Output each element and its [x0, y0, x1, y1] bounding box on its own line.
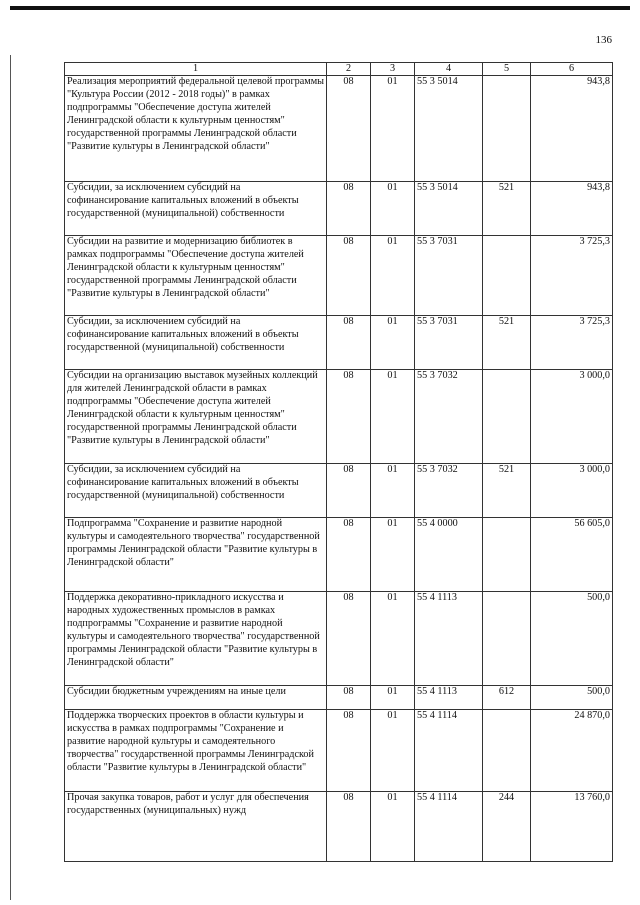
row-target-code: 55 3 7031 [415, 316, 483, 370]
row-expense-type [483, 236, 531, 316]
row-name: Субсидии, за исключением субсидий на софинансирование капитальных вложений в объекты государственной (муниципальной) собственности [65, 316, 327, 370]
row-subsection: 01 [371, 316, 415, 370]
row-name: Прочая закупка товаров, работ и услуг для обеспечения государственных (муниципальных) нужд [65, 792, 327, 862]
row-amount: 56 605,0 [531, 518, 613, 592]
row-target-code: 55 4 1113 [415, 686, 483, 710]
row-amount: 500,0 [531, 686, 613, 710]
row-name: Субсидии на организацию выставок музейных коллекций для жителей Ленинградской области в рамках подпрограммы "Обеспечение доступа жителей Ленинградской области к культурным ценностям" государственной программы Ленинградской области "Развитие культуры в Ленинградской области" [65, 370, 327, 464]
row-target-code: 55 3 7032 [415, 464, 483, 518]
table-row [65, 686, 613, 710]
row-section: 08 [327, 686, 371, 710]
row-target-code: 55 3 5014 [415, 182, 483, 236]
row-target-code: 55 3 7031 [415, 236, 483, 316]
row-amount: 943,8 [531, 182, 613, 236]
row-name: Субсидии, за исключением субсидий на софинансирование капитальных вложений в объекты государственной (муниципальной) собственности [65, 182, 327, 236]
row-expense-type [483, 370, 531, 464]
row-expense-type: 521 [483, 464, 531, 518]
top-rule [10, 6, 630, 10]
row-target-code: 55 4 1113 [415, 592, 483, 686]
table-row [65, 710, 613, 792]
row-amount: 13 760,0 [531, 792, 613, 862]
row-section: 08 [327, 592, 371, 686]
row-expense-type [483, 592, 531, 686]
row-name: Субсидии бюджетным учреждениям на иные цели [65, 686, 327, 710]
row-expense-type: 612 [483, 686, 531, 710]
row-subsection: 01 [371, 592, 415, 686]
row-section: 08 [327, 518, 371, 592]
row-amount: 3 000,0 [531, 464, 613, 518]
row-section: 08 [327, 316, 371, 370]
row-amount: 500,0 [531, 592, 613, 686]
row-section: 08 [327, 236, 371, 316]
row-amount: 24 870,0 [531, 710, 613, 792]
row-subsection: 01 [371, 464, 415, 518]
table-row [65, 518, 613, 592]
column-header: 6 [531, 63, 613, 76]
row-section: 08 [327, 182, 371, 236]
table-row [65, 236, 613, 316]
table-row [65, 182, 613, 236]
row-expense-type [483, 76, 531, 182]
row-subsection: 01 [371, 370, 415, 464]
row-target-code: 55 4 1114 [415, 710, 483, 792]
row-subsection: 01 [371, 236, 415, 316]
row-section: 08 [327, 464, 371, 518]
row-section: 08 [327, 370, 371, 464]
row-subsection: 01 [371, 182, 415, 236]
row-target-code: 55 3 5014 [415, 76, 483, 182]
row-name: Субсидии на развитие и модернизацию библиотек в рамках подпрограммы "Обеспечение доступа жителей Ленинградской области к культурным ценностям" государственной программы Ленинградской области "Развитие культуры в Ленинградской области" [65, 236, 327, 316]
left-margin-rule [10, 55, 11, 900]
row-target-code: 55 3 7032 [415, 370, 483, 464]
column-header: 4 [415, 63, 483, 76]
row-amount: 3 725,3 [531, 316, 613, 370]
row-section: 08 [327, 710, 371, 792]
table-row [65, 76, 613, 182]
row-section: 08 [327, 792, 371, 862]
header-row [65, 63, 613, 76]
row-subsection: 01 [371, 76, 415, 182]
page-number: 136 [595, 34, 612, 46]
row-name: Поддержка творческих проектов в области культуры и искусства в рамках подпрограммы "Сохранение и развитие народной культуры и самодеятельного творчества" государственной программы Ленинградской области "Развитие культуры в Ленинградской области" [65, 710, 327, 792]
table-row [65, 792, 613, 862]
row-expense-type: 521 [483, 182, 531, 236]
row-section: 08 [327, 76, 371, 182]
row-name: Субсидии, за исключением субсидий на софинансирование капитальных вложений в объекты государственной (муниципальной) собственности [65, 464, 327, 518]
row-subsection: 01 [371, 710, 415, 792]
table-row [65, 370, 613, 464]
row-subsection: 01 [371, 686, 415, 710]
table-row [65, 316, 613, 370]
row-amount: 943,8 [531, 76, 613, 182]
row-target-code: 55 4 0000 [415, 518, 483, 592]
column-header: 5 [483, 63, 531, 76]
row-name: Поддержка декоративно-прикладного искусства и народных художественных промыслов в рамках подпрограммы "Сохранение и развитие народной культуры и самодеятельного творчества" государственной программы Ленинградской области "Развитие культуры в Ленинградской области" [65, 592, 327, 686]
row-expense-type: 244 [483, 792, 531, 862]
row-expense-type: 521 [483, 316, 531, 370]
budget-table [64, 62, 613, 862]
row-name: Подпрограмма "Сохранение и развитие народной культуры и самодеятельного творчества" государственной программы Ленинградской области "Развитие культуры в Ленинградской области" [65, 518, 327, 592]
column-header: 1 [65, 63, 327, 76]
column-header: 3 [371, 63, 415, 76]
row-expense-type [483, 518, 531, 592]
row-name: Реализация мероприятий федеральной целевой программы "Культура России (2012 - 2018 годы)" в рамках подпрограммы "Обеспечение доступа жителей Ленинградской области к культурным ценностям" государственной программы Ленинградской области "Развитие культуры в Ленинградской области" [65, 76, 327, 182]
row-amount: 3 725,3 [531, 236, 613, 316]
table-row [65, 464, 613, 518]
column-header: 2 [327, 63, 371, 76]
row-subsection: 01 [371, 518, 415, 592]
row-amount: 3 000,0 [531, 370, 613, 464]
row-target-code: 55 4 1114 [415, 792, 483, 862]
table-row [65, 592, 613, 686]
row-subsection: 01 [371, 792, 415, 862]
row-expense-type [483, 710, 531, 792]
